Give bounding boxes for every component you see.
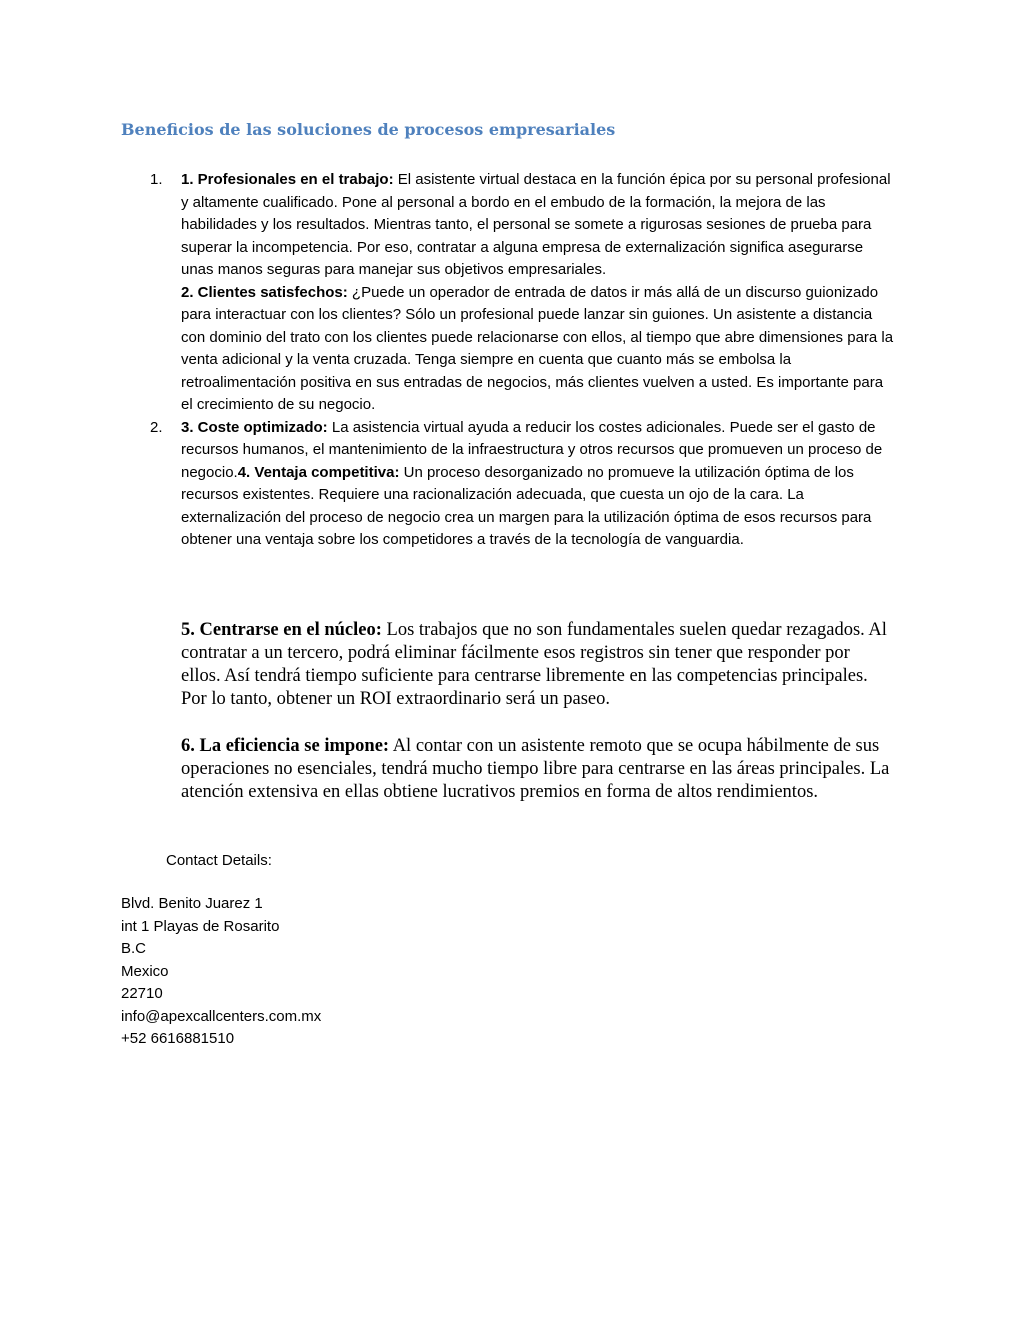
benefit-text: Un proceso desorganizado no promueve la utilización óptima de los recursos existentes. Requiere una racionalización adecuada, que cuesta un ojo de la cara. La externalización del proceso de negocio crea un margen para la utilización óptima de esos recursos para obtener una ventaja sobre los competidores a través de la tecnología de vanguardia. [181, 463, 872, 548]
benefits-list [150, 169, 895, 552]
benefit-text: Los trabajos que no son fundamentales suelen quedar rezagados. Al contratar a un tercero, podrá eliminar fácilmente esos registros sin tener que responder por ellos. Así tendrá tiempo suficiente para centrarse libremente en las competencias principales. Por lo tanto, obtener un ROI extraordinario será un paseo. [181, 620, 887, 709]
benefit-text: Al contar con un asistente remoto que se ocupa hábilmente de sus operaciones no esenciales, tendrá mucho tiempo libre para centrarse en las áreas principales. La atención extensiva en ellas obtiene lucrativos premios en forma de altos rendimientos. [181, 736, 890, 802]
list-item [150, 169, 895, 417]
list-item [150, 417, 895, 552]
benefit-professionals [181, 169, 895, 282]
benefit-cost [181, 417, 895, 552]
document-heading: Beneficios de las soluciones de procesos empresariales [121, 120, 616, 139]
contact-address [121, 893, 321, 1051]
benefit-text: El asistente virtual destaca en la función épica por su personal profesional y altamente cualificado. Pone al personal a bordo en el embudo de la formación, la mejora de las habilidades y los resultados. Mientras tanto, el personal se somete a rigurosas sesiones de prueba para superar la incompetencia. Por eso, contratar a alguna empresa de externalización significa asegurarse unas manos seguras para manejar sus objetivos empresariales. [181, 171, 891, 278]
address-line: B.C [121, 940, 147, 957]
benefit-efficiency [181, 735, 893, 804]
address-line: Blvd. Benito Juarez 1 [121, 895, 263, 912]
benefit-core-focus [181, 619, 893, 711]
benefit-title: 6. La eficiencia se impone: [181, 736, 390, 756]
benefit-title: 2. Clientes satisfechos: [181, 283, 348, 301]
address-line: int 1 Playas de Rosarito [121, 917, 280, 935]
address-line: Mexico [121, 962, 169, 980]
benefit-title: 4. Ventaja competitiva: [237, 463, 400, 481]
benefit-clients [181, 282, 895, 417]
list-number: 2. [150, 418, 163, 436]
benefit-title: 1. Profesionales en el trabajo: [181, 171, 394, 188]
benefit-text: La asistencia virtual ayuda a reducir los costes adicionales. Puede ser el gasto de recursos humanos, el mantenimiento de la infraestructura y otros recursos que promueven un proceso de negocio. [181, 418, 883, 481]
benefit-title: 5. Centrarse en el núcleo: [181, 620, 382, 640]
contact-label: Contact Details: [166, 852, 272, 869]
benefit-text: ¿Puede un operador de entrada de datos ir más allá de un discurso guionizado para interactuar con los clientes? Sólo un profesional puede lanzar sin guiones. Un asistente a distancia con dominio del trato con los clientes puede relacionarse con ellos, al tiempo que abre dimensiones para la venta adicional y la venta cruzada. Tenga siempre en cuenta que cuanto más se embolsa la retroalimentación positiva en sus entradas de negocios, más clientes vuelven a usted. Es importante para el crecimiento de su negocio. [181, 283, 894, 413]
contact-phone: +52 6616881510 [121, 1030, 235, 1047]
address-line: 22710 [121, 985, 163, 1002]
contact-email: info@apexcallcenters.com.mx [121, 1007, 322, 1025]
list-number: 1. [150, 171, 163, 188]
benefit-title: 3. Coste optimizado: [181, 418, 328, 436]
